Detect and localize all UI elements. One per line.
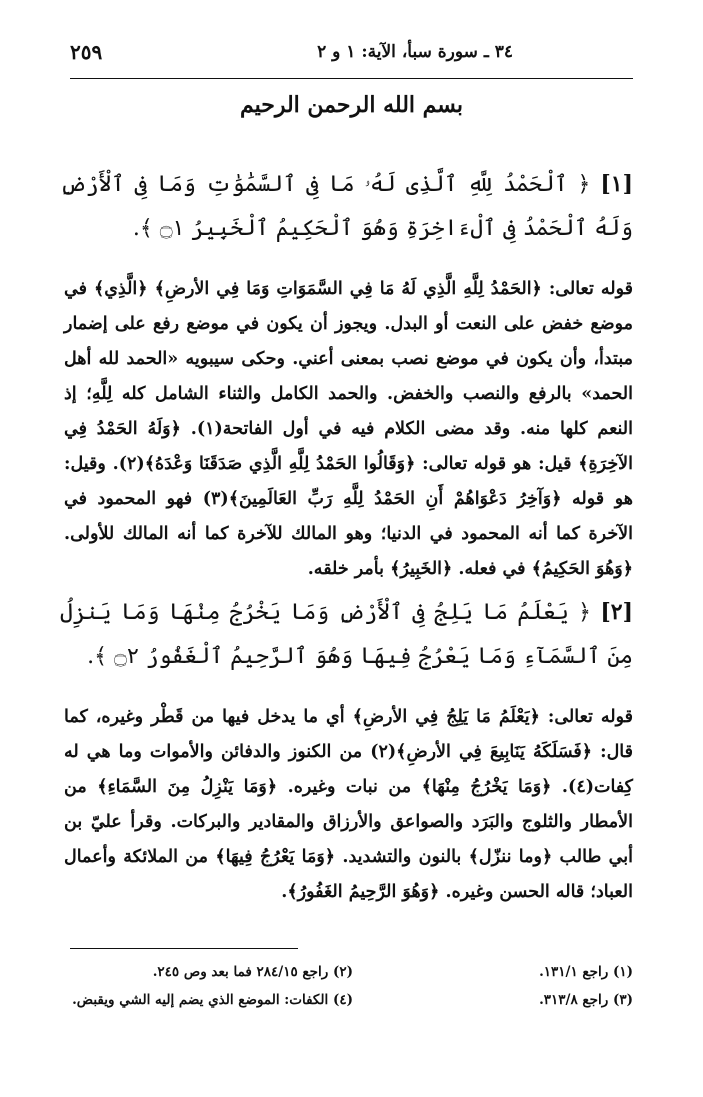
footnote-number: (١) [612,964,633,980]
footnote-number: (٢) [332,964,353,980]
footnote-row [70,958,633,986]
footnote [353,992,633,1008]
commentary-2: قوله تعالى: ﴿يَعْلَمُ مَا يَلِجُ فِي الأرضِ﴾ أي ما يدخل فيها من قَطْر وغيره، كما قال: ﴿فَسَلَكَهُ يَنَابِيعَ فِي الأرضِ﴾(٢) من الكنوز والدفائن والأموات وما هي له كِفات(٤). ﴿وَمَا يَخْرُجُ مِنْهَا﴾ من نبات وغيره. ﴿وَمَا يَنْزِلُ مِنَ السَّمَاءِ﴾ من الأمطار والثلوج والبَرَد والصواعق والأرزاق والمقادير والبركات. وقرأ عليّ بن أبي طالب ﴿وما ننزّل﴾ بالنون والتشديد. ﴿وَمَا يَعْرُجُ فِيهَا﴾ من الملائكة وأعمال العباد؛ قاله الحسن وغيره. ﴿وَهُوَ الرَّحِيمُ الغَفُورُ﴾. [64,707,633,902]
basmala: بسم الله الرحمن الرحيم [239,92,464,118]
footnote-row [70,986,633,1014]
verse-number: [٢] [600,599,633,625]
running-title: ٣٤ ـ سورة سبأ، الآية: ١ و ٢ [317,42,513,62]
footnote-text: راجع ٣١٣/٨. [539,992,609,1008]
footnotes [70,958,633,1014]
verse-number: [١] [600,171,633,197]
verse-2 [60,590,633,679]
footnote-rule [70,948,298,949]
footnote [73,992,353,1008]
footnote-number: (٤) [332,992,353,1008]
footnote-number: (٣) [612,992,633,1008]
footnote [73,964,353,980]
verse-text: ﴿ ٱلْحَمْدُ لِلَّهِ ٱلَّذِى لَهُۥ مَا فِى ٱلسَّمَٰوَٰتِ وَمَا فِى ٱلْأَرْضِ وَلَهُ ٱلْحَمْدُ فِى ٱلْءَاخِرَةِ وَهُوَ ٱلْحَكِيمُ ٱلْخَبِيرُ ۝١ ﴾. [60,172,633,241]
footnote-text: راجع ١٣١/١. [539,964,609,980]
verse-text: ﴿ يَعْلَمُ مَا يَلِجُ فِى ٱلْأَرْضِ وَمَا يَخْرُجُ مِنْهَا وَمَا يَنزِلُ مِنَ ٱلسَّمَآءِ وَمَا يَعْرُجُ فِيهَا وَهُوَ ٱلرَّحِيمُ ٱلْغَفُورُ ۝٢ ﴾. [60,600,633,669]
footnote [353,964,633,980]
page-number: ٢٥٩ [70,40,103,64]
header-rule [70,78,633,79]
footnote-text: راجع ٢٨٤/١٥ فما بعد وص ٢٤٥. [152,964,329,980]
running-head [70,40,633,72]
commentary-1: قوله تعالى: ﴿الحَمْدُ لِلَّهِ الَّذِي لَهُ مَا فِي السَّمَوَاتِ وَمَا فِي الأرضِ﴾ ﴿الَّذِي﴾ في موضع خفض على النعت أو البدل. ويجوز أن يكون في موضع رفع على إضمار مبتدأ، وأن يكون في موضع نصب بمعنى أعني. وحكى سيبويه «الحمد لله أهل الحمد» بالرفع والنصب والخفض. والحمد الكامل والثناء الشامل كله لِلَّهِ؛ إذ النعم كلها منه. وقد مضى الكلام فيه في أول الفاتحة(١). ﴿وَلَهُ الحَمْدُ فِي الآخِرَةِ﴾ قيل: هو قوله تعالى: ﴿وَقَالُوا الحَمْدُ لِلَّهِ الَّذِي صَدَقَنَا وَعْدَهُ﴾(٢). وقيل: هو قوله ﴿وَآخِرُ دَعْوَاهُمْ أَنِ الحَمْدُ لِلَّهِ رَبِّ العَالَمِينَ﴾(٣) فهو المحمود في الآخرة كما أنه المحمود في الدنيا؛ وهو المالك للآخرة كما أنه المالك للأولى. ﴿وَهُوَ الحَكِيمُ﴾ في فعله. ﴿الخَبِيرُ﴾ بأمر خلقه. [64,279,633,579]
verse-1 [60,162,633,251]
footnote-text: الكفات: الموضع الذي يضم إليه الشي ويقبض. [72,992,329,1008]
